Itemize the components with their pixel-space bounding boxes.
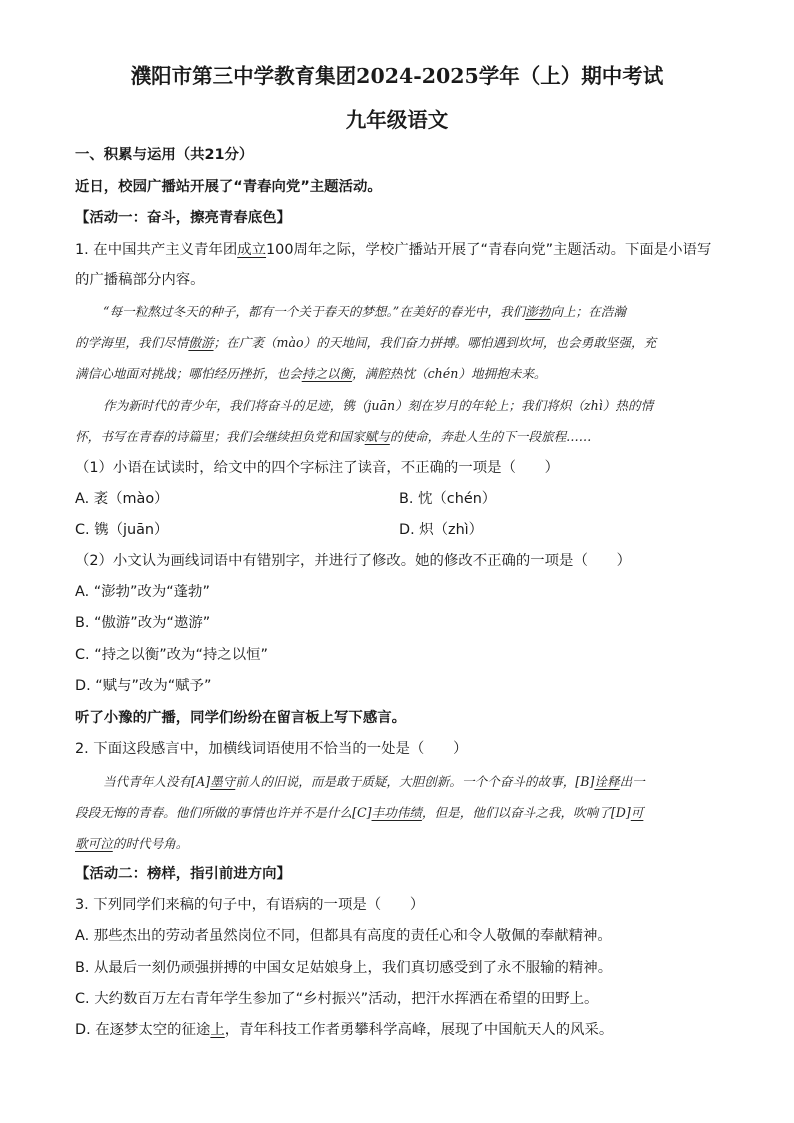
option-b[interactable]: B. 从最后一刻仍顽强拼搏的中国女足姑娘身上，我们真切感受到了永不服输的精神。 (75, 960, 613, 976)
exam-subtitle: 九年级语文 (345, 108, 449, 132)
option-c[interactable]: C. “持之以衡”改为“持之以恒” (75, 647, 268, 663)
option-d[interactable]: D. “赋与”改为“赋予” (75, 678, 212, 694)
activity-two-heading: 【活动二：榜样，指引前进方向】 (75, 866, 291, 882)
q1-sub2-stem: （2）小文认为画线词语中有错别字，并进行了修改。她的修改不正确的一项是（ ） (75, 553, 632, 569)
option-a[interactable]: A. 那些杰出的劳动者虽然岗位不同，但都具有高度的责任心和令人敬佩的奉献精神。 (75, 928, 612, 944)
underlined-word: 持之以衡 (301, 366, 353, 381)
transition-text: 听了小豫的广播，同学们纷纷在留言板上写下感言。 (75, 710, 406, 726)
q2-passage-line: 歌可泣的时代号角。 (75, 836, 189, 851)
underlined-word: 歌可泣 (75, 836, 113, 851)
underlined-word: 傲游 (188, 335, 214, 350)
q3-stem: 3. 下列同学们来稿的句子中，有语病的一项是（ ） (75, 897, 425, 913)
option-d[interactable]: D. 在逐梦太空的征途上，青年科技工作者勇攀科学高峰，展现了中国航天人的风采。 (75, 1022, 614, 1038)
q2-stem: 2. 下面这段感言中，加横线词语使用不恰当的一处是（ ） (75, 741, 468, 757)
exam-title: 濮阳市第三中学教育集团2024-2025学年（上）期中考试 (130, 64, 664, 88)
underlined-word: 成立 (237, 242, 267, 258)
option-d[interactable]: D. 炽（zhì） (399, 522, 484, 538)
option-b[interactable]: B. 忱（chén） (399, 491, 497, 507)
section-intro: 近日，校园广播站开展了“青春向党”主题活动。 (75, 179, 382, 195)
underlined-word: 澎勃 (525, 304, 551, 319)
activity-one-heading: 【活动一：奋斗，擦亮青春底色】 (75, 210, 291, 226)
option-c[interactable]: C. 镌（juān） (75, 522, 169, 538)
underlined-word: 丰功伟绩 (371, 805, 422, 820)
q2-passage-line: 当代青年人没有[A]墨守前人的旧说，而是敢于质疑，大胆创新。一个个奋斗的故事，[B]诠释出一 (103, 774, 645, 789)
q1-stem-line2: 的广播稿部分内容。 (75, 272, 205, 288)
q1-stem-line1: 1. 在中国共产主义青年团成立100周年之际，学校广播站开展了“青春向党”主题活动。下面是小语写 (75, 242, 712, 258)
option-c[interactable]: C. 大约数百万左右青年学生参加了“乡村振兴”活动，把汗水挥洒在希望的田野上。 (75, 991, 599, 1007)
passage-line: “每一粒熬过冬天的种子，都有一个关于春天的梦想。”在美好的春光中，我们澎勃向上；在浩瀚 (103, 304, 626, 319)
section-heading: 一、积累与运用（共21分） (75, 147, 254, 163)
q2-passage-line: 段段无悔的青春。他们所做的事情也许并不是什么[C]丰功伟绩，但是，他们以奋斗之我，吹响了[D]可 (75, 805, 644, 820)
underlined-word: 诠释 (594, 774, 620, 789)
passage-line: 满信心地面对挑战；哪怕经历挫折，也会持之以衡，满腔热忱（chén）地拥抱未来。 (75, 366, 547, 381)
passage-line: 作为新时代的青少年，我们将奋斗的足迹，镌（juān）刻在岁月的年轮上；我们将炽（zhì）热的情 (103, 398, 654, 413)
option-b[interactable]: B. “傲游”改为“遨游” (75, 615, 211, 631)
passage-line: 怀，书写在青春的诗篇里；我们会继续担负党和国家赋与的使命，奔赴人生的下一段旅程…… (75, 429, 592, 444)
underlined-word: 上 (210, 1022, 225, 1038)
option-a[interactable]: A. “澎勃”改为“蓬勃” (75, 584, 210, 600)
q1-sub1-stem: （1）小语在试读时，给文中的四个字标注了读音，不正确的一项是（ ） (75, 460, 560, 476)
underlined-word: 赋与 (364, 429, 390, 444)
option-a[interactable]: A. 袤（mào） (75, 491, 169, 507)
underlined-word: 可 (630, 805, 644, 820)
underlined-word: 墨守 (210, 774, 236, 789)
passage-line: 的学海里，我们尽情傲游；在广袤（mào）的天地间，我们奋力拼搏。哪怕遇到坎坷，也会勇敢坚强，充 (75, 335, 657, 350)
